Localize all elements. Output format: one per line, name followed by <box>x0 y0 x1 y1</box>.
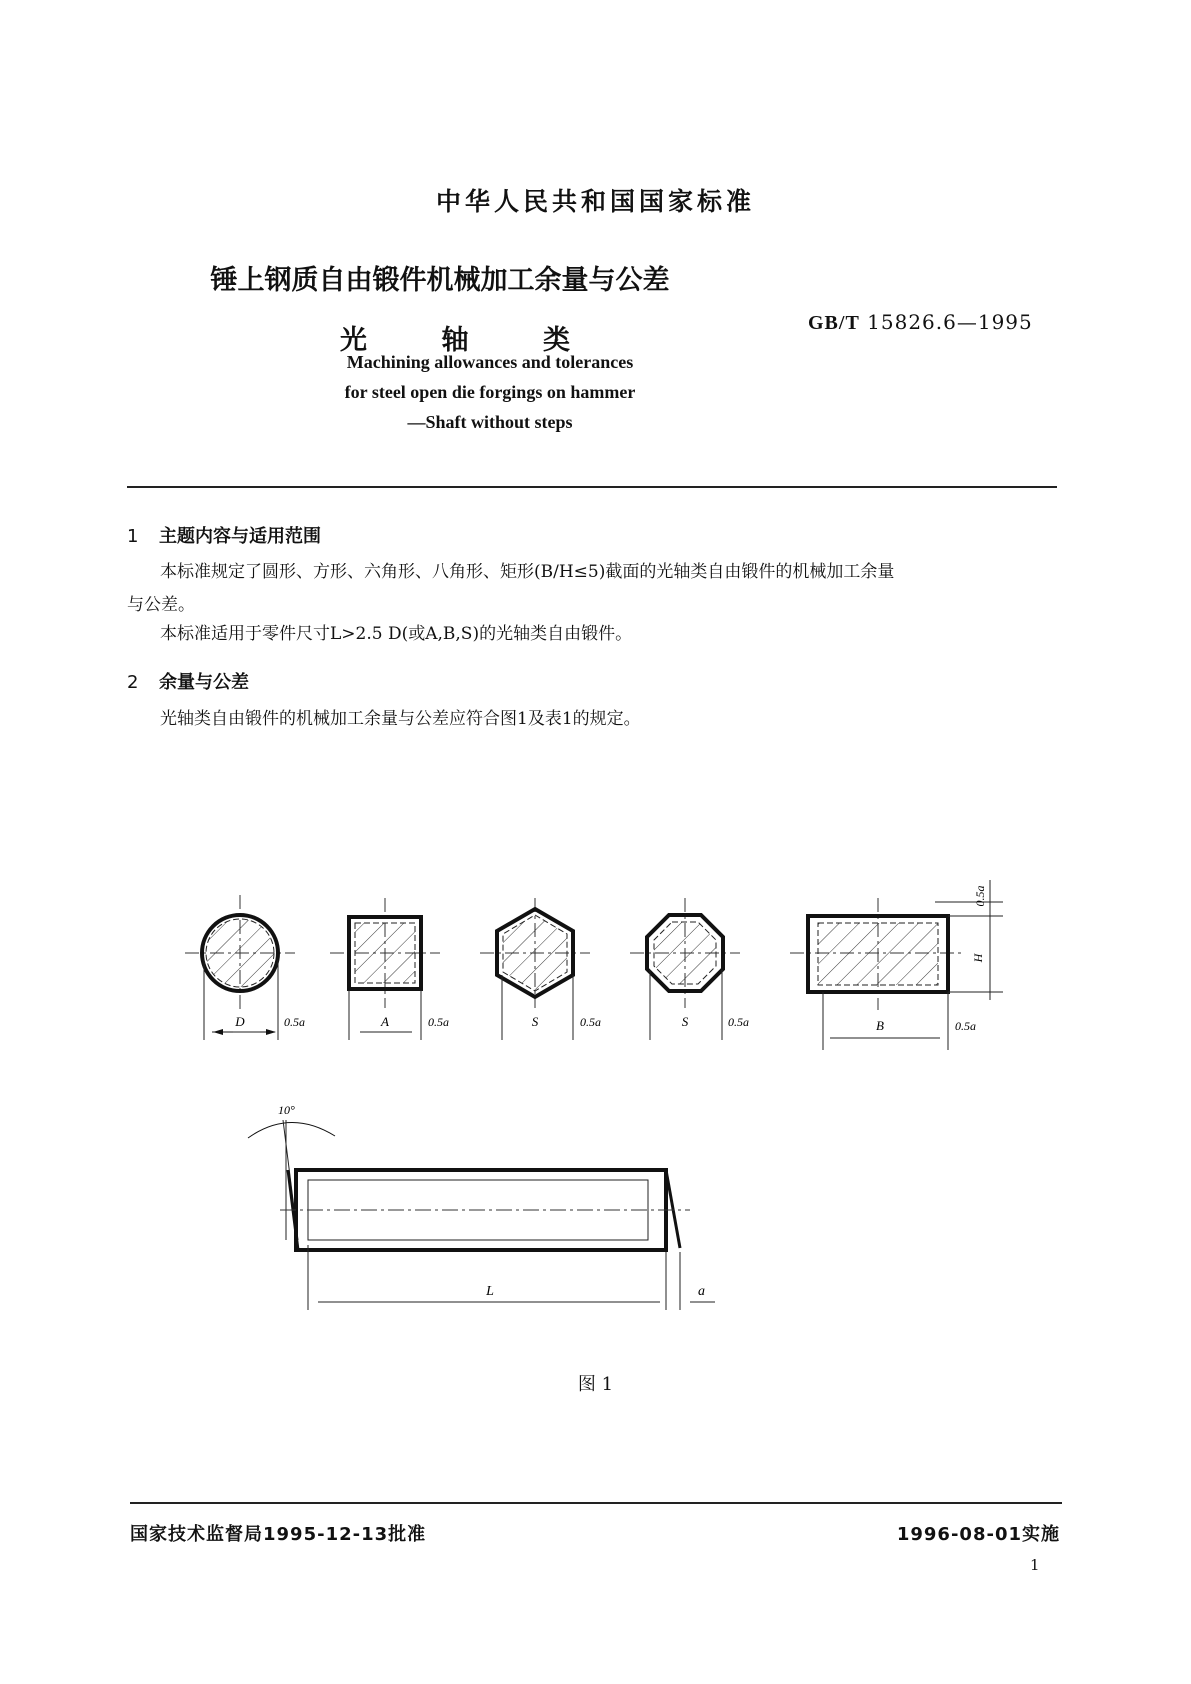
shaft-side-view <box>248 1103 715 1310</box>
section-number: 2 <box>127 672 139 693</box>
footer-rule <box>130 1502 1062 1504</box>
octagon-section <box>630 898 749 1040</box>
subtitle-char: 光 <box>340 325 367 356</box>
section-title: 主题内容与适用范围 <box>159 526 321 547</box>
label-half-a: 0.5a <box>580 1015 601 1029</box>
label-half-a: 0.5a <box>973 885 987 907</box>
title-en-line2: for steel open die forgings on hammer <box>344 382 636 402</box>
section-title: 余量与公差 <box>159 672 249 693</box>
approval-note: 国家技术监督局1995-12-13批准 <box>130 1524 427 1545</box>
title-en-line1: Machining allowances and tolerances <box>346 352 634 372</box>
hexagon-section <box>480 898 601 1040</box>
national-standard-heading: 中华人民共和国国家标准 <box>435 187 755 216</box>
square-section <box>330 898 449 1040</box>
label-half-a: 0.5a <box>428 1015 449 1029</box>
subtitle-char: 类 <box>543 325 570 356</box>
section-2-para1: 光轴类自由锻件的机械加工余量与公差应符合图1及表1的规定。 <box>160 709 641 729</box>
rectangle-section <box>790 880 1003 1050</box>
page-number: 1 <box>1030 1556 1040 1574</box>
standard-code: 15826.6—1995 <box>867 310 1033 334</box>
label-a: a <box>698 1284 705 1299</box>
title-en-line3: —Shaft without steps <box>407 412 573 432</box>
label-B: B <box>876 1018 884 1033</box>
round-section <box>185 895 305 1040</box>
label-half-a: 0.5a <box>728 1015 749 1029</box>
label-S: S <box>681 1014 689 1029</box>
label-D: D <box>235 1014 245 1029</box>
label-half-a: 0.5a <box>955 1019 976 1033</box>
label-half-a: 0.5a <box>284 1015 305 1029</box>
implementation-date: 1996-08-01实施 <box>896 1524 1060 1545</box>
subtitle-char: 轴 <box>441 325 469 356</box>
label-L: L <box>486 1284 494 1299</box>
standard-prefix: GB/T <box>808 312 860 334</box>
label-H: H <box>971 953 985 963</box>
section-1-para1-line1: 本标准规定了圆形、方形、六角形、八角形、矩形(B/H≤5)截面的光轴类自由锻件的机械加工余量 <box>160 562 895 582</box>
standard-title-cn: 锤上钢质自由锻件机械加工余量与公差 <box>210 265 670 296</box>
figure-caption: 图 1 <box>577 1374 614 1395</box>
section-1-para2: 本标准适用于零件尺寸L>2.5 D(或A,B,S)的光轴类自由锻件。 <box>160 624 633 644</box>
section-number: 1 <box>127 526 139 547</box>
label-A: A <box>381 1014 389 1029</box>
label-S: S <box>531 1014 539 1029</box>
section-1-para1-line2: 与公差。 <box>127 595 195 615</box>
label-angle: 10° <box>278 1103 295 1117</box>
